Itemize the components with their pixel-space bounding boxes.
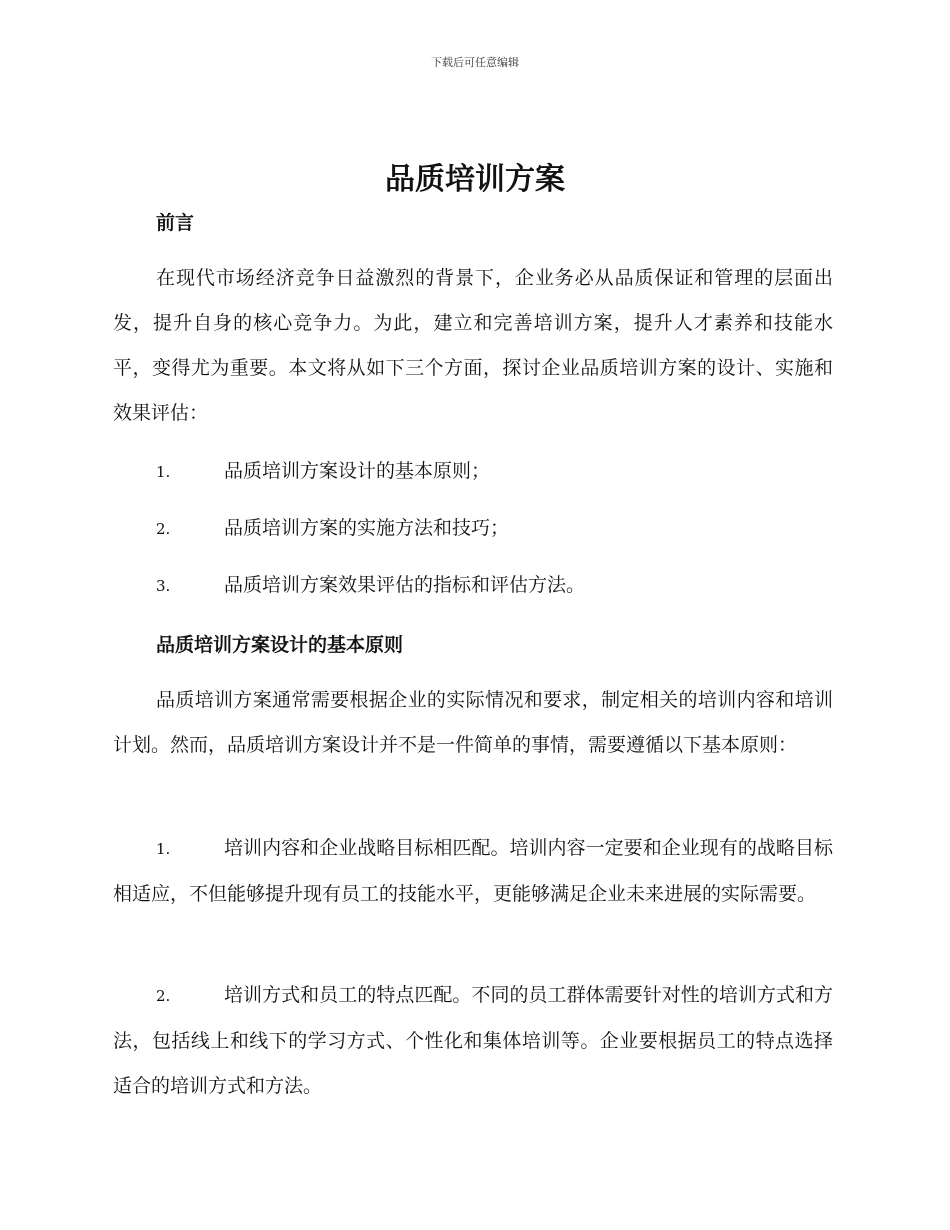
principle-text: 培训方式和员工的特点匹配。不同的员工群体需要针对性的培训方式和方法，包括线上和线下的学习方式、个性化和集体培训等。企业要根据员工的特点选择适合的培训方式和方法。 [113,984,833,1097]
principle-item [113,826,833,917]
principle-item [113,973,833,1109]
preface-list-item [156,449,490,495]
section-heading-principles: 品质培训方案设计的基本原则 [156,634,404,656]
principle-text: 培训内容和企业战略目标相匹配。培训内容一定要和企业现有的战略目标相适应，不但能够提升现有员工的技能水平，更能够满足企业未来进展的实际需要。 [113,837,833,905]
document-title: 品质培训方案 [385,162,565,197]
preface-list-item [156,563,585,609]
list-number: 3. [156,577,171,595]
principles-paragraph: 品质培训方案通常需要根据企业的实际情况和要求，制定相关的培训内容和培训计划。然而，品质培训方案设计并不是一件简单的事情，需要遵循以下基本原则： [113,689,833,756]
preface-list-item [156,506,509,552]
section-heading-preface: 前言 [156,212,195,234]
principle-number: 2. [156,987,171,1005]
list-text: 品质培训方案的实施方法和技巧； [224,517,510,539]
list-text: 品质培训方案设计的基本原则； [224,460,491,482]
header-note: 下载后可任意编辑 [431,56,519,69]
principle-number: 1. [156,840,171,858]
preface-paragraph: 在现代市场经济竞争日益激烈的背景下，企业务必从品质保证和管理的层面出发，提升自身的核心竞争力。为此，建立和完善培训方案，提升人才素养和技能水平，变得尤为重要。本文将从如下三个方面，探讨企业品质培训方案的设计、实施和效果评估： [113,267,833,424]
list-number: 2. [156,520,171,538]
list-number: 1. [156,463,171,481]
list-text: 品质培训方案效果评估的指标和评估方法。 [224,574,586,596]
